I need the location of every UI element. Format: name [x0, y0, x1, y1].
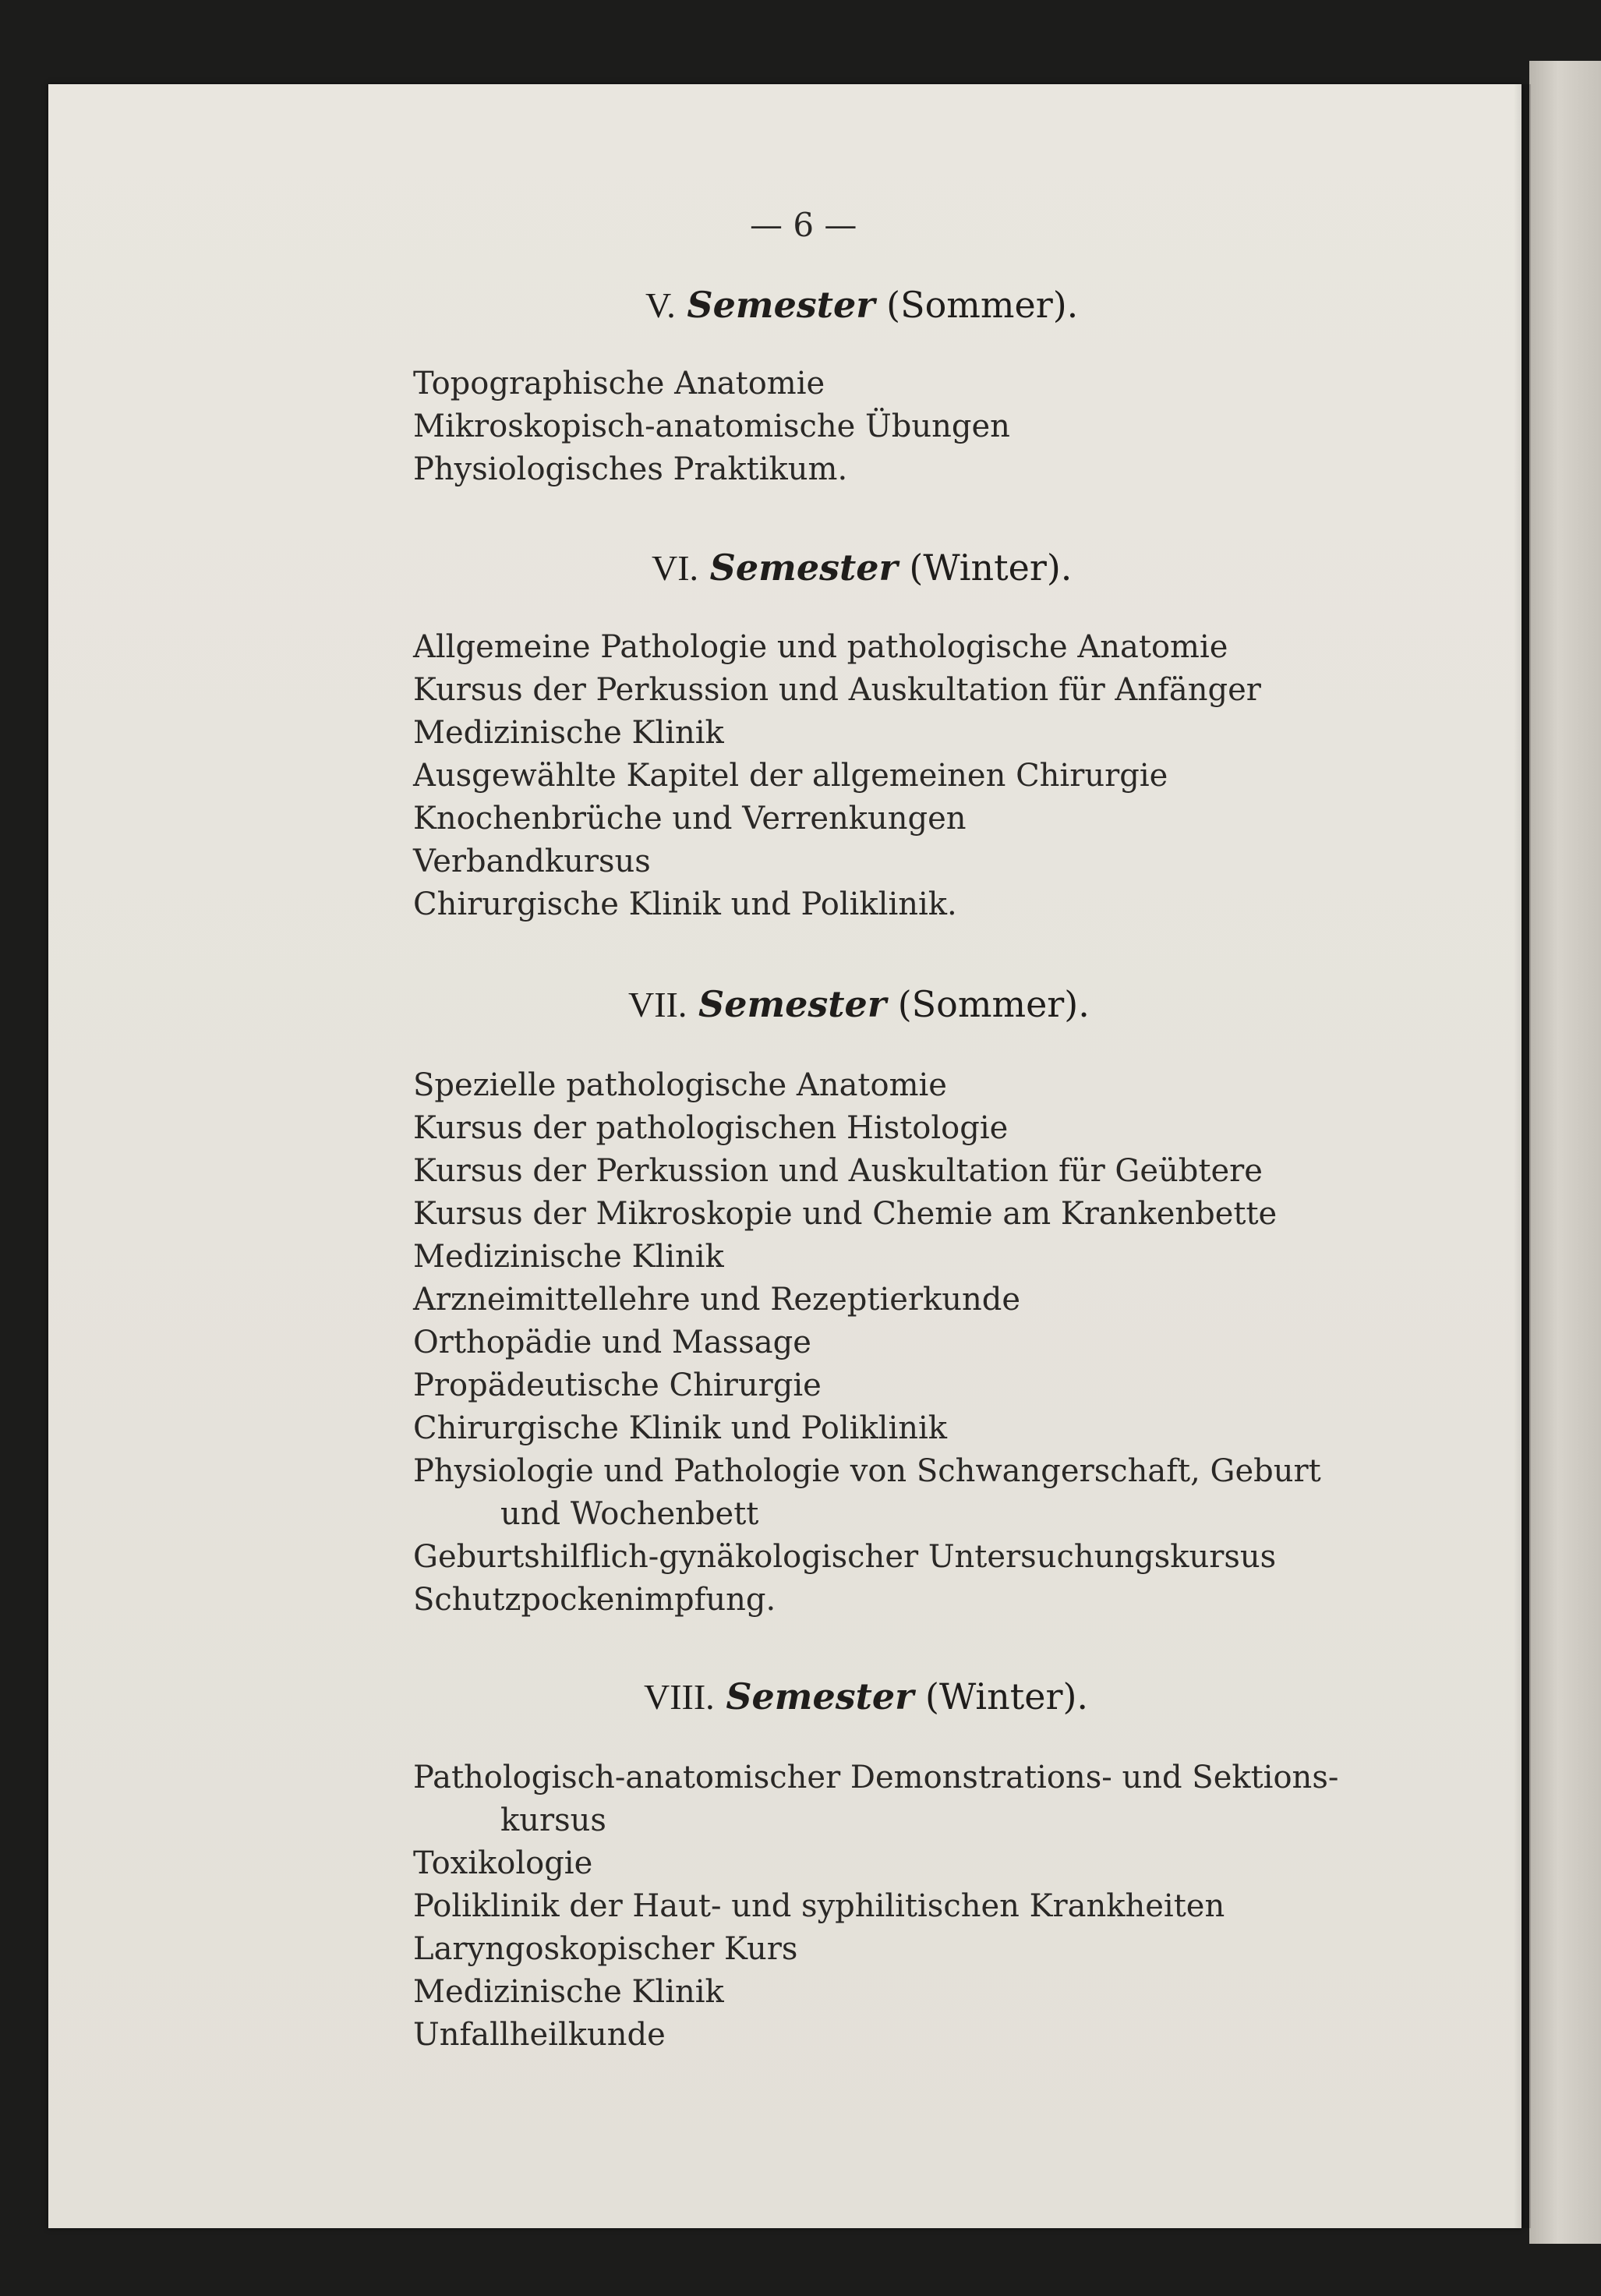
section-heading-v: [645, 284, 1079, 326]
list-item: Kursus der Perkussion und Auskultation für Geübtere: [413, 1153, 1263, 1189]
list-item: Chirurgische Klinik und Poliklinik: [413, 1410, 948, 1446]
section-word: Semester: [698, 983, 887, 1025]
list-item: Kursus der pathologischen Histologie: [413, 1110, 1009, 1146]
section-word: Semester: [709, 547, 898, 589]
list-item-continuation: kursus: [500, 1802, 606, 1838]
next-page-edge: [1529, 61, 1601, 2244]
section-heading-viii: [644, 1675, 1089, 1718]
list-item-continuation: und Wochenbett: [500, 1496, 759, 1532]
list-item: Toxikologie: [413, 1845, 593, 1881]
page-fold-shadow: [1514, 84, 1531, 2228]
list-item: Physiologisches Praktikum.: [413, 451, 848, 487]
list-item: Ausgewählte Kapitel der allgemeinen Chirurgie: [413, 758, 1168, 794]
list-item: Chirurgische Klinik und Poliklinik.: [413, 886, 957, 922]
section-number: VIII.: [644, 1677, 715, 1717]
section-number: VI.: [652, 548, 699, 588]
list-item: Orthopädie und Massage: [413, 1325, 811, 1360]
list-item: Knochenbrüche und Verrenkungen: [413, 801, 967, 837]
list-item: Kursus der Perkussion und Auskultation für Anfänger: [413, 672, 1261, 708]
section-season: (Winter).: [925, 1675, 1089, 1718]
list-item: Schutzpockenimpfung.: [413, 1582, 776, 1618]
list-item: Poliklinik der Haut- und syphilitischen Krankheiten: [413, 1888, 1225, 1924]
list-item: Geburtshilflich-gynäkologischer Untersuchungskursus: [413, 1539, 1277, 1575]
section-season: (Sommer).: [886, 284, 1079, 326]
list-item: Unfallheilkunde: [413, 2017, 666, 2053]
list-item: Pathologisch-anatomischer Demonstrations- und Sektions-: [413, 1760, 1339, 1795]
section-word: Semester: [726, 1675, 914, 1718]
list-item: Topographische Anatomie: [413, 366, 825, 402]
section-number: VII.: [628, 985, 687, 1024]
list-item: Arzneimittellehre und Rezeptierkunde: [413, 1282, 1021, 1318]
section-heading-vi: [652, 547, 1073, 589]
list-item: Medizinische Klinik: [413, 715, 724, 751]
section-number: V.: [645, 285, 676, 325]
list-item: Allgemeine Pathologie und pathologische Anatomie: [413, 629, 1228, 665]
list-item: Physiologie und Pathologie von Schwangerschaft, Geburt: [413, 1453, 1321, 1489]
section-season: (Sommer).: [897, 983, 1090, 1025]
page-number: — 6 —: [750, 206, 857, 244]
section-word: Semester: [687, 284, 875, 326]
section-season: (Winter).: [909, 547, 1073, 589]
list-item: Laryngoskopischer Kurs: [413, 1931, 798, 1967]
list-item: Kursus der Mikroskopie und Chemie am Krankenbette: [413, 1196, 1278, 1232]
list-item: Spezielle pathologische Anatomie: [413, 1067, 947, 1103]
list-item: Verbandkursus: [413, 844, 651, 879]
list-item: Medizinische Klinik: [413, 1974, 724, 2010]
list-item: Mikroskopisch-anatomische Übungen: [413, 409, 1010, 444]
section-heading-vii: [628, 983, 1090, 1025]
list-item: Medizinische Klinik: [413, 1239, 724, 1275]
list-item: Propädeutische Chirurgie: [413, 1367, 822, 1403]
